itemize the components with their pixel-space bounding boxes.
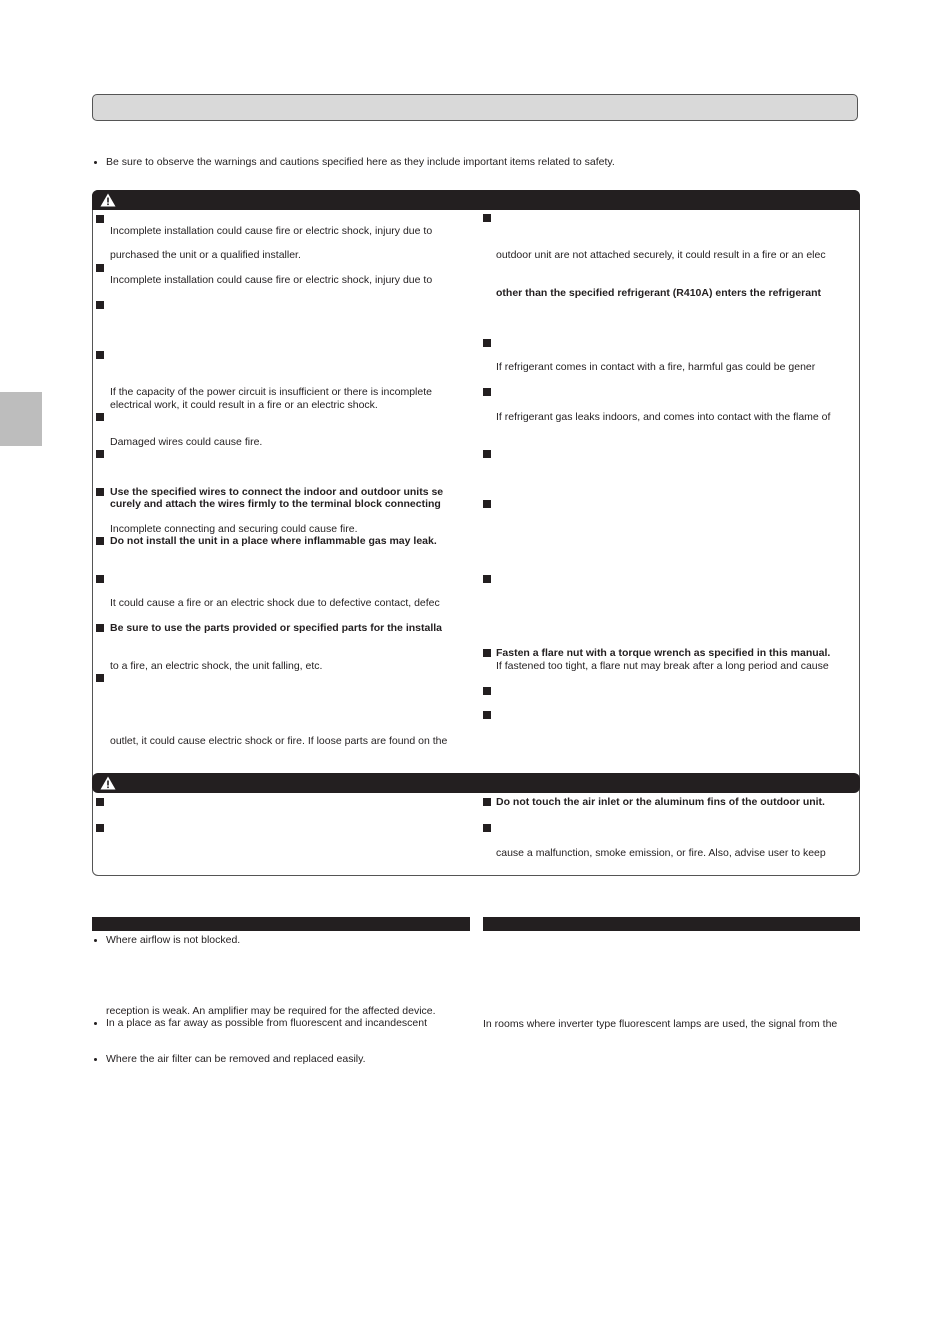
bullet-square	[96, 488, 104, 496]
bullet-square	[96, 450, 104, 458]
text-line: other than the specified refrigerant (R410A) enters the refrigerant	[496, 287, 821, 299]
text-line: electrical work, it could result in a fire or an electric shock.	[110, 399, 378, 411]
caution-banner	[92, 773, 860, 793]
section-bar-right	[483, 917, 860, 931]
bullet-square	[483, 649, 491, 657]
text-line: It could cause a fire or an electric shock due to defective contact, defec	[110, 597, 440, 609]
text-line: reception is weak. An amplifier may be required for the affected device.	[106, 1005, 436, 1017]
bullet-square	[96, 537, 104, 545]
text-line: If fastened too tight, a flare nut may break after a long period and cause	[496, 660, 829, 672]
bullet-square	[483, 798, 491, 806]
text-line: cause a malfunction, smoke emission, or fire. Also, advise user to keep	[496, 847, 826, 859]
text-line: If refrigerant gas leaks indoors, and comes into contact with the flame of	[496, 411, 831, 423]
text-line: outlet, it could cause electric shock or fire. If loose parts are found on the	[110, 735, 448, 747]
text-line: purchased the unit or a qualified installer.	[110, 249, 301, 261]
bullet-square	[483, 824, 491, 832]
text-line: If the capacity of the power circuit is insufficient or there is incomplete	[110, 386, 432, 398]
bullet-square	[483, 687, 491, 695]
bullet-square	[96, 413, 104, 421]
bullet-square	[96, 624, 104, 632]
bullet-square	[483, 500, 491, 508]
text-line: outdoor unit are not attached securely, it could result in a fire or an elec	[496, 249, 826, 261]
text-line: to a fire, an electric shock, the unit falling, etc.	[110, 660, 323, 672]
text-line: In rooms where inverter type fluorescent lamps are used, the signal from the	[483, 1018, 838, 1030]
bullet-square	[483, 339, 491, 347]
text-line: Fasten a flare nut with a torque wrench as specified in this manual.	[496, 647, 831, 659]
bullet	[94, 1022, 97, 1025]
bullet-square	[96, 674, 104, 682]
bullet-square	[483, 711, 491, 719]
bullet-square	[96, 301, 104, 309]
bullet-square	[96, 215, 104, 223]
bullet-square	[483, 575, 491, 583]
bullet	[94, 939, 97, 942]
text-line: Where airflow is not blocked.	[106, 934, 241, 946]
caution-icon	[100, 776, 116, 790]
bullet-square	[96, 824, 104, 832]
warning-icon	[100, 193, 116, 207]
bullet-square	[483, 388, 491, 396]
bullet	[94, 161, 97, 164]
text-line: If refrigerant comes in contact with a fire, harmful gas could be gener	[496, 361, 816, 373]
section-title-bar	[92, 94, 858, 121]
bullet-square	[96, 351, 104, 359]
text-line: curely and attach the wires firmly to the terminal block connecting	[110, 498, 441, 510]
bullet-square	[96, 575, 104, 583]
text-line: Use the specified wires to connect the indoor and outdoor units se	[110, 486, 444, 498]
text-line: Incomplete installation could cause fire or electric shock, injury due to	[110, 225, 433, 237]
text-line: Be sure to use the parts provided or specified parts for the installa	[110, 622, 442, 634]
text-line: Do not touch the air inlet or the aluminum fins of the outdoor unit.	[496, 796, 825, 808]
text-line: In a place as far away as possible from fluorescent and incandescent	[106, 1017, 428, 1029]
text-line: Where the air filter can be removed and replaced easily.	[106, 1053, 366, 1065]
text-line: Damaged wires could cause fire.	[110, 436, 263, 448]
intro-note: Be sure to observe the warnings and cautions specified here as they include important items related to safety.	[106, 156, 615, 168]
bullet-square	[96, 798, 104, 806]
warning-banner	[92, 190, 860, 210]
text-line: Incomplete installation could cause fire or electric shock, injury due to	[110, 274, 433, 286]
bullet-square	[483, 450, 491, 458]
bullet-square	[483, 214, 491, 222]
text-line: Do not install the unit in a place where inflammable gas may leak.	[110, 535, 437, 547]
bullet-square	[96, 264, 104, 272]
text-line: Incomplete connecting and securing could cause fire.	[110, 523, 358, 535]
bullet	[94, 1058, 97, 1061]
chapter-tab	[0, 392, 42, 446]
section-bar-left	[92, 917, 470, 931]
